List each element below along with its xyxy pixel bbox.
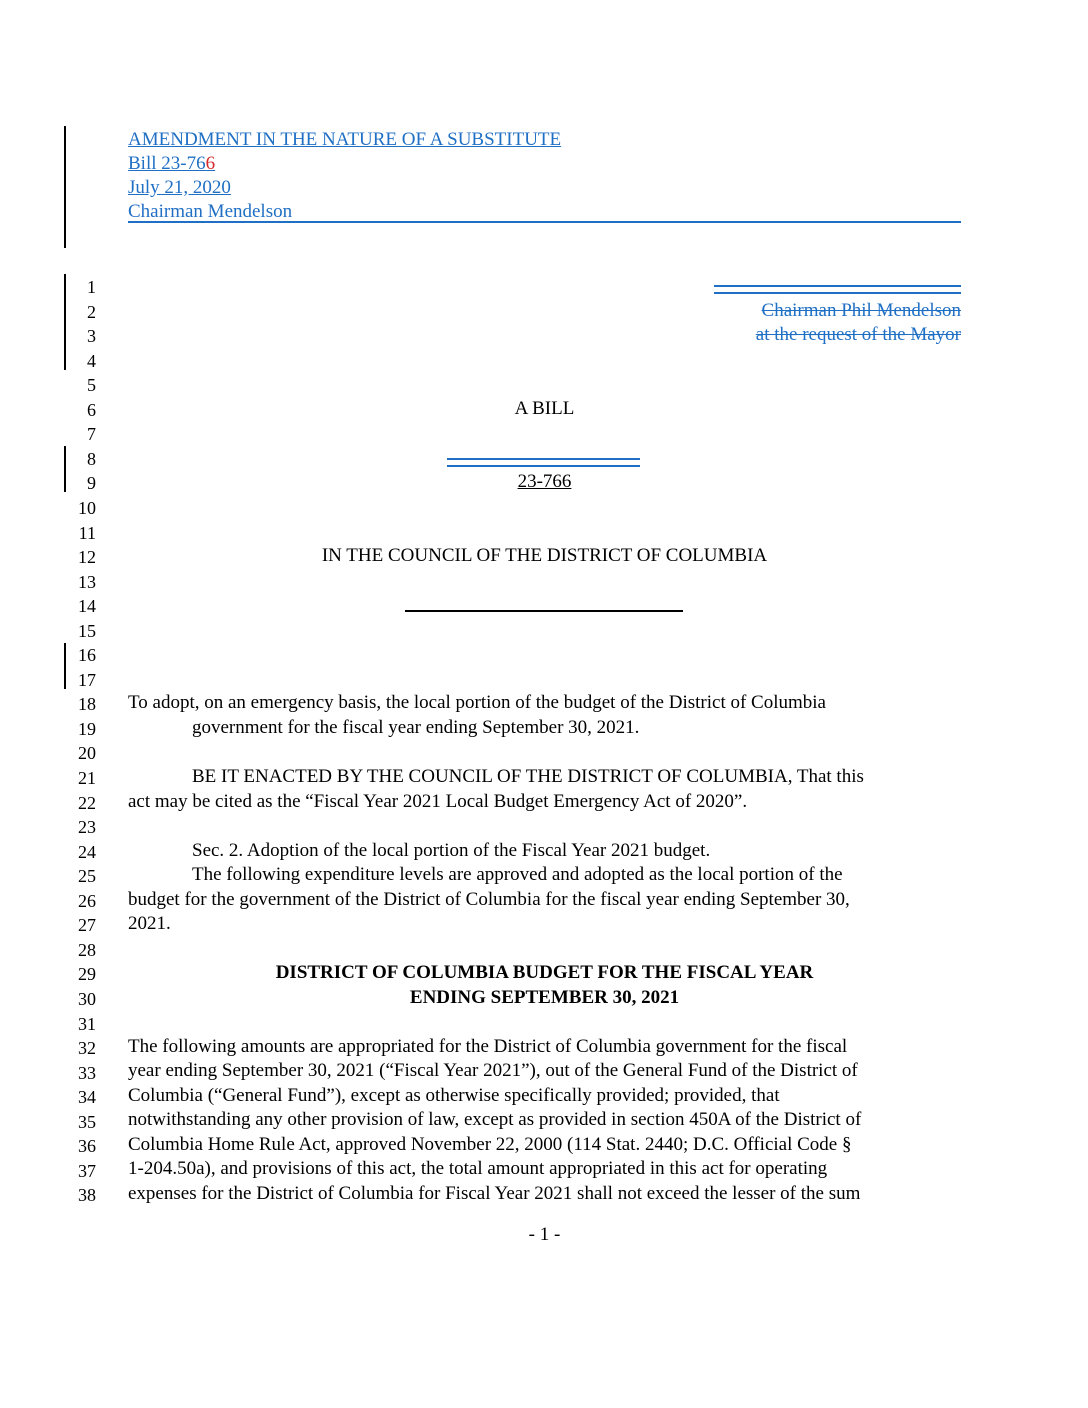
section-text-line-27: 2021.: [128, 913, 171, 934]
line-number: 9: [87, 473, 96, 494]
amendment-date: July 21, 2020: [128, 177, 231, 198]
line-number: 12: [78, 547, 96, 568]
line-number: 14: [78, 596, 96, 617]
line-number: 32: [78, 1038, 96, 1059]
line-number: 28: [78, 939, 96, 960]
section-text-line-26: budget for the government of the District of Columbia for the fiscal year ending September 30,: [128, 889, 850, 910]
bill-number-double-rule-top: [447, 458, 640, 460]
line-number: 35: [78, 1111, 96, 1132]
line-number: 37: [78, 1160, 96, 1181]
line-number: 17: [78, 669, 96, 690]
council-signature-rule: [405, 610, 683, 612]
page-number: - 1 -: [528, 1224, 561, 1245]
change-bar-header: [64, 126, 66, 248]
bill-number: 23-766: [517, 471, 572, 492]
change-bar-lines-16-17: [64, 643, 66, 689]
line-number: 22: [78, 792, 96, 813]
line-number: 2: [87, 301, 96, 322]
line-number: 38: [78, 1185, 96, 1206]
enacting-clause-line-22: act may be cited as the “Fiscal Year 2021 Local Budget Emergency Act of 2020”.: [128, 791, 748, 812]
amendment-bill-number: [128, 153, 215, 175]
line-number: 6: [87, 399, 96, 420]
appropriation-line-34: Columbia (“General Fund”), except as otherwise specifically provided; provided, that: [128, 1085, 780, 1106]
line-number: 21: [78, 768, 96, 788]
line-number: 3: [87, 326, 96, 347]
struck-double-rule-top: [714, 285, 961, 287]
line-number: 33: [78, 1062, 96, 1083]
amendment-sponsor: Chairman Mendelson: [128, 201, 293, 222]
amendment-header-rule: [128, 221, 961, 223]
budget-heading-line-29: DISTRICT OF COLUMBIA BUDGET FOR THE FISCAL YEAR: [275, 962, 814, 983]
long-title-line-18: To adopt, on an emergency basis, the local portion of the budget of the District of Columbia: [128, 692, 826, 713]
appropriation-line-37: 1-204.50a), and provisions of this act, the total amount appropriated in this act for operating: [128, 1158, 828, 1179]
line-number: 16: [78, 645, 96, 666]
appropriation-line-35: notwithstanding any other provision of law, except as provided in section 450A of the District of: [128, 1109, 862, 1130]
line-number: 1: [87, 277, 96, 297]
section-heading-line-24: Sec. 2. Adoption of the local portion of the Fiscal Year 2021 budget.: [192, 840, 711, 861]
line-number: 25: [78, 866, 96, 887]
appropriation-line-38: expenses for the District of Columbia for Fiscal Year 2021 shall not exceed the lesser of the sum: [128, 1183, 861, 1204]
appropriation-line-32: The following amounts are appropriated for the District of Columbia government for the fiscal: [128, 1036, 848, 1057]
line-number: 36: [78, 1136, 96, 1157]
line-number: 7: [87, 424, 96, 445]
bill-number-prefix: Bill 23-76: [128, 153, 206, 174]
line-number: 24: [78, 841, 96, 862]
line-number: 18: [78, 694, 96, 715]
change-bar-lines-1-4: [64, 274, 66, 370]
line-number: 29: [78, 964, 96, 985]
line-number: 23: [78, 817, 96, 838]
appropriation-line-33: year ending September 30, 2021 (“Fiscal Year 2021”), out of the General Fund of the District of: [128, 1060, 858, 1081]
line-number: 11: [78, 522, 96, 543]
line-number: 5: [87, 375, 96, 396]
line-number: 31: [78, 1013, 96, 1034]
struck-request: at the request of the Mayor: [755, 324, 961, 345]
bill-number-double-rule-bottom: [447, 465, 640, 467]
bill-number-inserted-digit: 6: [205, 153, 216, 174]
line-number: 13: [78, 571, 96, 592]
line-number: 20: [78, 743, 96, 764]
struck-double-rule-bottom: [714, 292, 961, 294]
line-number: 34: [78, 1087, 96, 1108]
change-bar-lines-8-9: [64, 446, 66, 492]
line-number: 26: [78, 890, 96, 911]
struck-sponsor: Chairman Phil Mendelson: [761, 300, 961, 321]
long-title-line-19: government for the fiscal year ending September 30, 2021.: [192, 717, 640, 738]
appropriation-line-36: Columbia Home Rule Act, approved November 22, 2000 (114 Stat. 2440; D.C. Official Code §: [128, 1134, 852, 1155]
line-number: 8: [87, 448, 96, 469]
section-text-line-25: The following expenditure levels are approved and adopted as the local portion of the: [192, 864, 843, 885]
enacting-clause-line-21: BE IT ENACTED BY THE COUNCIL OF THE DISTRICT OF COLUMBIA, That this: [192, 766, 864, 787]
line-number: 10: [78, 497, 96, 518]
council-heading: IN THE COUNCIL OF THE DISTRICT OF COLUMBIA: [321, 545, 768, 566]
line-number: 30: [78, 988, 96, 1009]
a-bill-heading: A BILL: [514, 398, 575, 419]
budget-heading-line-30: ENDING SEPTEMBER 30, 2021: [409, 987, 680, 1008]
amendment-title: AMENDMENT IN THE NATURE OF A SUBSTITUTE: [128, 129, 562, 150]
line-number: 19: [78, 718, 96, 739]
line-number: 4: [87, 350, 96, 371]
line-number: 27: [78, 915, 96, 936]
line-number: 15: [78, 620, 96, 641]
